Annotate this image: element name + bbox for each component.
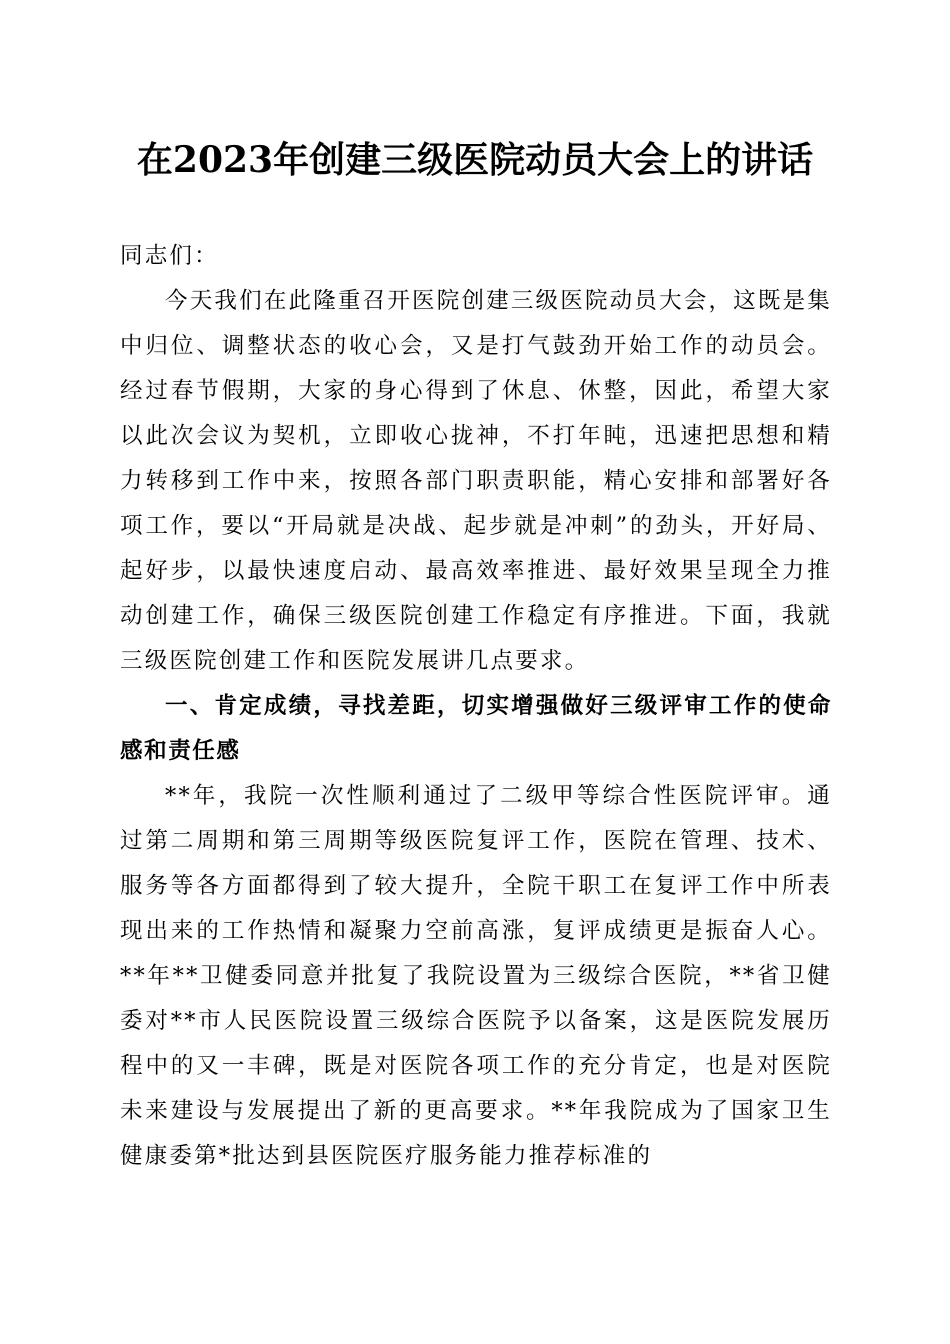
salutation: 同志们：	[120, 243, 219, 269]
paragraph-opening: 今天我们在此隆重召开医院创建三级医院动员大会，这既是集中归位、调整状态的收心会，又是打气鼓劲开始工作的动员会。经过春节假期，大家的身心得到了休息、休整，因此，希望大家以此次会议为契机，立即收心拢神，不打年盹，迅速把思想和精力转移到工作中来，按照各部门职责职能，精心安排和部署好各项工作，要以“开局就是决战、起步就是冲刺”的劲头，开好局、起好步，以最快速度启动、最高效率推进、最好效果呈现全力推动创建工作，确保三级医院创建工作稳定有序推进。下面，我就三级医院创建工作和医院发展讲几点要求。	[120, 288, 832, 674]
page-title: 在2023年创建三级医院动员大会上的讲话	[136, 139, 814, 181]
paragraph-achievements: **年，我院一次性顺利通过了二级甲等综合性医院评审。通过第二周期和第三周期等级医院复评工作，医院在管理、技术、服务等各方面都得到了较大提升，全院干职工在复评工作中所表现出来的工作热情和凝聚力空前高涨，复评成绩更是振奋人心。**年**卫健委同意并批复了我院设置为三级综合医院，**省卫健委对**市人民医院设置三级综合医院予以备案，这是医院发展历程中的又一丰碑，既是对医院各项工作的充分肯定，也是对医院未来建设与发展提出了新的更高要求。**年我院成为了国家卫生健康委第*批达到县医院医疗服务能力推荐标准的	[120, 783, 832, 1169]
document-body	[120, 234, 832, 1179]
section-heading-1: 一、肯定成绩，寻找差距，切实增强做好三级评审工作的使命感和责任感	[120, 693, 832, 764]
